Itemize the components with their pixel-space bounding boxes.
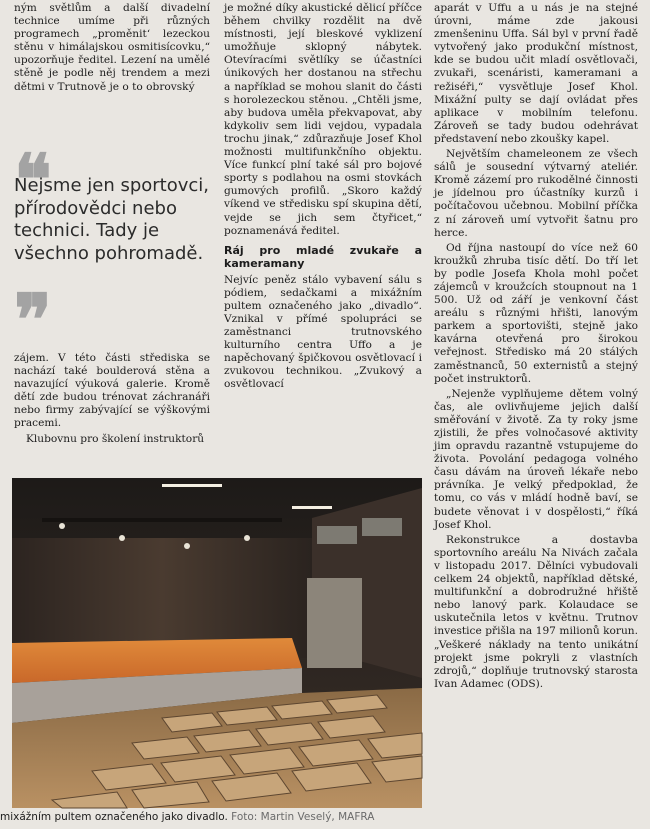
stage-light: [59, 523, 65, 529]
paragraph: „Nejenže vyplňujeme dětem volný čas, ale ovlivňujeme jejich další směřování v životě. Za ty roky jsme zjistili, že přes volnočasové aktivity jim opravdu razantně vstupujeme do života. Povolání pedagoga volného času dávám na úroveň lékaře nebo právníka. Je velký předpoklad, že tomu, co vás v mládí hodně baví, se budete věnovat i v dospělosti,“ říká Josef Khol.: [434, 387, 638, 531]
lighting-truss: [42, 518, 282, 522]
pull-quote: Nejsme jen sportovci, přírodovědci nebo technici. Tady je všechno pohromadě.: [14, 175, 210, 264]
section-heading: Ráj pro mladé zvukaře a kameramany: [224, 243, 422, 271]
ceiling-light: [162, 484, 222, 487]
stage-light: [184, 543, 190, 549]
window: [317, 526, 357, 544]
paragraph: aparát v Uffu a u nás je na stejné úrovni, máme zde jakousi zmenšeninu Uffa. Sál byl v první řadě vytvořený jako produkční místnost, kde se budou učit mladí osvětlovači, zvukaři, scenáristi, kameramani a režiséři,“ vysvětluje Josef Khol. Mixážní pulty se dají ovládat přes aplikace v mobilním telefonu. Zároveň se tady budou odehrávat představení nebo zkoušky kapel.: [434, 2, 638, 145]
caption-text: mixážním pultem označeného jako divadlo.: [0, 811, 228, 823]
quote-open-icon: ❝: [14, 138, 46, 221]
photo-credit: Foto: Martin Veselý, MAFRA: [231, 811, 375, 823]
ceiling-light: [292, 506, 332, 509]
paragraph: Nejvíc peněz stálo vybavení sálu s pódiem, sedačkami a mixážním pultem označeného jako „divadlo“. Vznikal v přímé spolupráci se zaměstnanci trutnovského kulturního centra Uffo a je napěchovaný špičkovou osvětlovací i zvukovou technikou. „Zvukový a osvětlovací: [224, 273, 422, 391]
paragraph: ným světlům a další divadelní technice umíme při různých programech „proměnit‘ lezeckou stěnu v himálajskou osmitisícovku,“ upozorňuje ředitel. Lezení na umělé stěně je podle něj trendem a mezi dětmi v Trutnově je o to obrovský: [14, 2, 210, 93]
article-column-2: [224, 2, 422, 394]
paragraph: je možné díky akustické dělicí příčce během chvilky rozdělit na dvě místnosti, její bleskové vyklizení umožňuje sklopný nábytek. Otevíracími světlíky se účastníci únikových her dostanou na střechu a například se mohou slanit do části s horolezeckou stěnou. „Chtěli jsme, aby budova uměla překvapovat, aby kdykoliv sem lidi vejdou, vypadala trochu jinak,“ zdůrazňuje Josef Khol možnosti multifunkčního objektu. Více funkcí plní také sál pro bojové sporty s podlahou na osmi stovkách gumových profilů. „Skoro každý víkend ve středisku spí skupina dětí, vejde se jich sem čtyřicet,“ poznamenává ředitel.: [224, 2, 422, 237]
window: [362, 518, 402, 536]
paragraph: zájem. V této části střediska se nachází také boulderová stěna a navazující výuková galerie. Kromě dětí zde budou trénovat záchranáři nebo firmy zabývající se výškovými pracemi.: [14, 352, 210, 430]
door: [307, 578, 362, 668]
theatre-hall-photo: [12, 478, 422, 808]
paragraph: Od října nastoupí do více než 60 kroužků zhruba tisíc dětí. Do tří let by podle Josefa Khola mohl počet zájemců v kroužcích stoupnout na 1 500. Už od září je venkovní část areálu s různými hřišti, lanovým parkem a sportovišti, stejně jako kavárna otevřená pro širokou veřejnost. Středisko má 20 stálých zaměstnanců, 50 externistů a stejný počet instruktorů.: [434, 241, 638, 385]
article-column-1-top: [14, 2, 210, 96]
paragraph: Klubovnu pro školení instruktorů: [26, 432, 205, 445]
paragraph: Největším chameleonem ze všech sálů je sousední výtvarný ateliér. Kromě zázemí pro rukodělné činnosti je jídelnou pro účastníky kurzů i počítačovou učebnou. Mobilní příčka z ní zároveň umí vytvořit šatnu pro herce.: [434, 148, 638, 239]
paragraph: Rekonstrukce a dostavba sportovního areálu Na Nivách začala v listopadu 2017. Dělníci vybudovali celkem 24 objektů, například dětské, multifunkční a dobrodružné hřiště nebo lanový park. Kolaudace se uskutečnila letos v květnu. Trutnov investice přišla na 197 milionů korun. „Veškeré náklady na tento unikátní projekt jsme pokryli z vlastních zdrojů,“ doplňuje trutnovský starosta Ivan Adamec (ODS).: [434, 533, 638, 690]
stage-light: [244, 535, 250, 541]
article-column-3: [434, 2, 638, 693]
photo-caption: [0, 810, 430, 824]
article-column-1-bottom: [14, 352, 210, 448]
theatre-illustration: [12, 478, 422, 808]
quote-close-icon: ❞: [14, 278, 46, 361]
stage-light: [119, 535, 125, 541]
